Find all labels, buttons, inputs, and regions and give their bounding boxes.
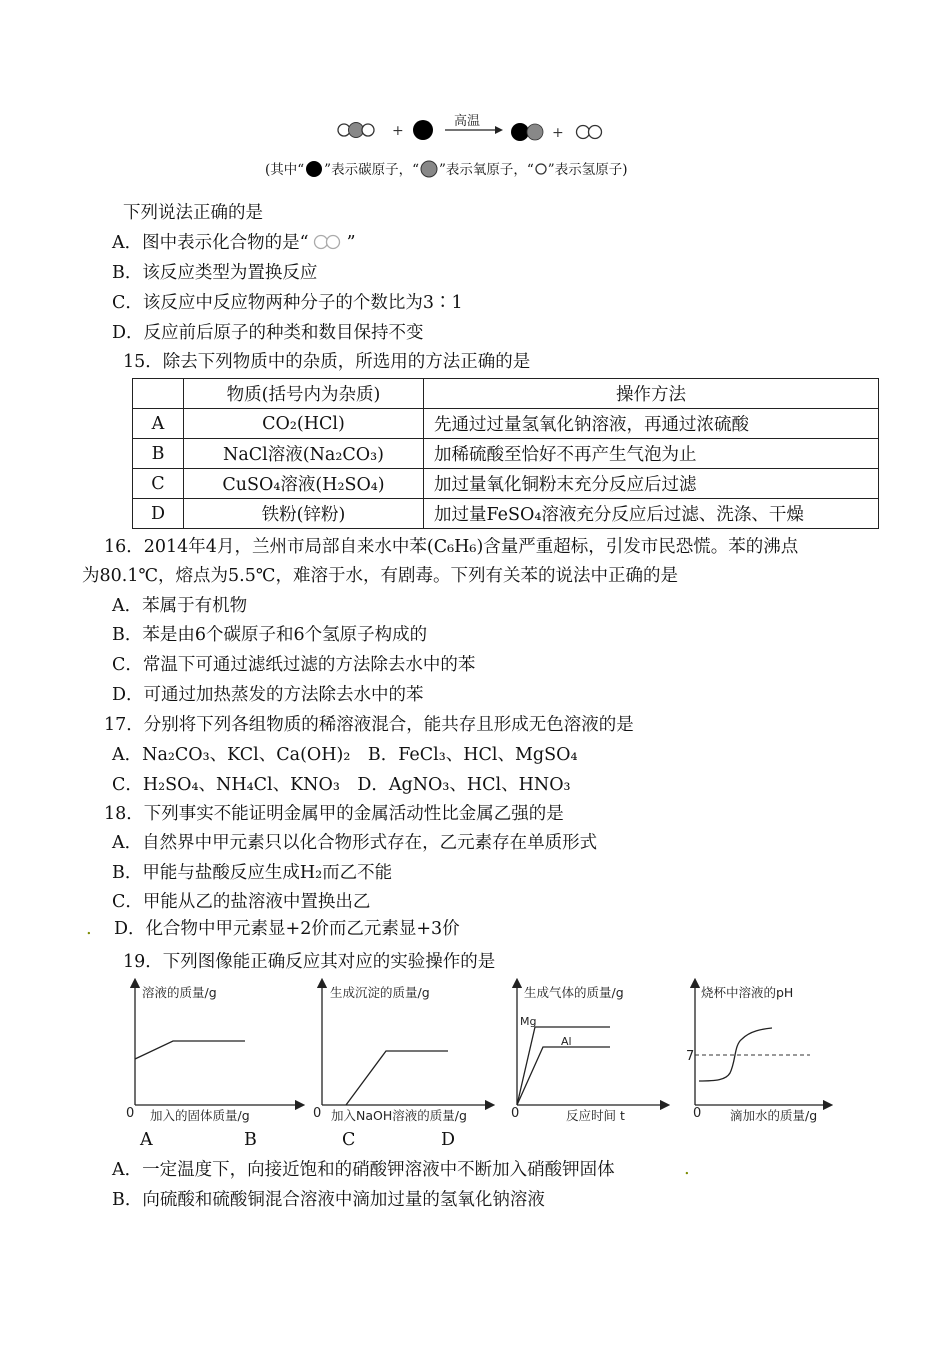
- graph-label-d: D: [441, 1130, 456, 1150]
- graph-c-series-al: [517, 1047, 610, 1105]
- table-row: [133, 469, 879, 499]
- table-row: [133, 499, 879, 529]
- row-method: 加稀硫酸至恰好不再产生气泡为止: [424, 439, 879, 469]
- table-header-cell: 操作方法: [424, 379, 879, 409]
- q18-option-d: D．化合物中甲元素显+2价而乙元素显+3价: [114, 919, 460, 939]
- graph-d-ref-label: 7: [686, 1049, 695, 1064]
- q14-option-b: B．该反应类型为置换反应: [112, 263, 318, 283]
- row-label: A: [133, 409, 184, 439]
- graph-label-b: B: [244, 1130, 257, 1150]
- q16-option-a: A．苯属于有机物: [112, 596, 248, 616]
- stray-dot: .: [86, 918, 92, 939]
- graph-label-c: C: [342, 1130, 356, 1150]
- row-label: D: [133, 499, 184, 529]
- graph-b-curve: [346, 1051, 448, 1105]
- q16-option-d: D．可通过加热蒸发的方法除去水中的苯: [112, 685, 424, 705]
- hydrogen-legend-icon: [536, 164, 546, 174]
- graph-b: [313, 983, 490, 1123]
- row-method: 加过量氧化铜粉末充分反应后过滤: [424, 469, 879, 499]
- row-substance: CuSO₄溶液(H₂SO₄): [184, 469, 424, 499]
- graph-d-origin: 0: [693, 1106, 702, 1121]
- hydrogen-atom: [362, 124, 374, 136]
- graph-a-origin: 0: [126, 1106, 135, 1121]
- graph-a-ylabel: 溶液的质量/g: [142, 985, 217, 1000]
- row-method: 先通过过量氢氧化钠溶液，再通过浓硫酸: [424, 409, 879, 439]
- q19-option-a: A．一定温度下，向接近饱和的硝酸钾溶液中不断加入硝酸钾固体: [112, 1160, 615, 1180]
- graph-d-ylabel: 烧杯中溶液的pH: [701, 985, 794, 1000]
- q18-stem: 18．下列事实不能证明金属甲的金属活动性比金属乙强的是: [104, 804, 564, 824]
- oxygen-atom: [349, 123, 364, 138]
- graph-c-xlabel: 反应时间 t: [566, 1108, 625, 1123]
- graph-label-a: A: [140, 1130, 153, 1150]
- carbon-atom: [511, 123, 529, 141]
- q19-stem: 19．下列图像能正确反应其对应的实验操作的是: [123, 952, 496, 972]
- q14-option-a: A．图中表示化合物的是“ ”: [112, 233, 356, 253]
- carbon-atom: [413, 120, 433, 140]
- graph-b-origin: 0: [313, 1106, 322, 1121]
- q16-stem-line1: 16．2014年4月，兰州市局部自来水中苯(C₆H₆)含量严重超标，引发市民恐慌。苯的沸点: [104, 537, 799, 557]
- reaction-diagram: [330, 110, 630, 150]
- q17-options-cd: C．H₂SO₄、NH₄Cl、KNO₃ D．AgNO₃、HCl、HNO₃: [112, 775, 571, 795]
- graph-a-xlabel: 加入的固体质量/g: [150, 1108, 250, 1123]
- table-header-cell: [133, 379, 184, 409]
- arrow-label: 高温: [454, 114, 481, 129]
- hydrogen-atom: [589, 126, 602, 139]
- q17-stem: 17．分别将下列各组物质的稀溶液混合，能共存且形成无色溶液的是: [104, 715, 634, 735]
- carbon-legend-icon: [306, 161, 322, 177]
- q16-stem-line2: 为80.1℃，熔点为5.5℃，难溶于水，有剧毒。下列有关苯的说法中正确的是: [82, 566, 678, 586]
- graph-c-origin: 0: [511, 1106, 520, 1121]
- q14-option-d: D．反应前后原子的种类和数目保持不变: [112, 323, 424, 343]
- row-method: 加过量FeSO₄溶液充分反应后过滤、洗涤、干燥: [424, 499, 879, 529]
- row-label: B: [133, 439, 184, 469]
- hydrogen-molecule-icon: [314, 236, 327, 249]
- graph-c-ylabel: 生成气体的质量/g: [524, 985, 624, 1000]
- q14-option-c: C．该反应中反应物两种分子的个数比为3∶1: [112, 293, 463, 313]
- plus-sign: +: [392, 123, 404, 139]
- graph-c-series-label-al: Al: [561, 1035, 572, 1048]
- table-header-cell: 物质(括号内为杂质): [184, 379, 424, 409]
- row-substance: NaCl溶液(Na₂CO₃): [184, 439, 424, 469]
- q14-stem: 下列说法正确的是: [123, 203, 263, 223]
- row-substance: CO₂(HCl): [184, 409, 424, 439]
- oxygen-atom: [527, 124, 543, 140]
- table-header-row: [133, 379, 879, 409]
- oxygen-legend-icon: [421, 161, 437, 177]
- q16-option-b: B．苯是由6个碳原子和6个氢原子构成的: [112, 625, 428, 645]
- graph-c-series-label-mg: Mg: [520, 1015, 537, 1028]
- graph-b-xlabel: 加入NaOH溶液的质量/g: [331, 1108, 467, 1123]
- q18-option-b: B．甲能与盐酸反应生成H₂而乙不能: [112, 863, 393, 883]
- reaction-caption: (其中“ ”表示碳原子，“ ”表示氧原子，“ ”表示氢原子): [265, 162, 628, 178]
- graph-a-curve: [135, 1041, 245, 1059]
- q17-options-ab: A．Na₂CO₃、KCl、Ca(OH)₂ B．FeCl₃、HCl、MgSO₄: [112, 745, 578, 765]
- row-substance: 铁粉(锌粉): [184, 499, 424, 529]
- q18-option-c: C．甲能从乙的盐溶液中置换出乙: [112, 892, 371, 912]
- table-row: [133, 439, 879, 469]
- q19-option-b: B．向硫酸和硫酸铜混合溶液中滴加过量的氢氧化钠溶液: [112, 1190, 545, 1210]
- q15-table: [132, 378, 879, 529]
- table-row: [133, 409, 879, 439]
- row-label: C: [133, 469, 184, 499]
- graph-d: [686, 983, 828, 1123]
- q16-option-c: C．常温下可通过滤纸过滤的方法除去水中的苯: [112, 655, 476, 675]
- graph-d-xlabel: 滴加水的质量/g: [730, 1108, 818, 1123]
- graph-b-ylabel: 生成沉淀的质量/g: [330, 985, 430, 1000]
- q18-option-a: A．自然界中甲元素只以化合物形式存在，乙元素存在单质形式: [112, 833, 598, 853]
- q19-graphs: [110, 975, 850, 1135]
- plus-sign: +: [552, 125, 564, 141]
- stray-dot: .: [684, 1158, 690, 1179]
- graph-a: [126, 983, 300, 1123]
- graph-c: [511, 983, 665, 1123]
- hydrogen-atom: [577, 126, 590, 139]
- q15-stem: 15．除去下列物质中的杂质，所选用的方法正确的是: [123, 352, 531, 372]
